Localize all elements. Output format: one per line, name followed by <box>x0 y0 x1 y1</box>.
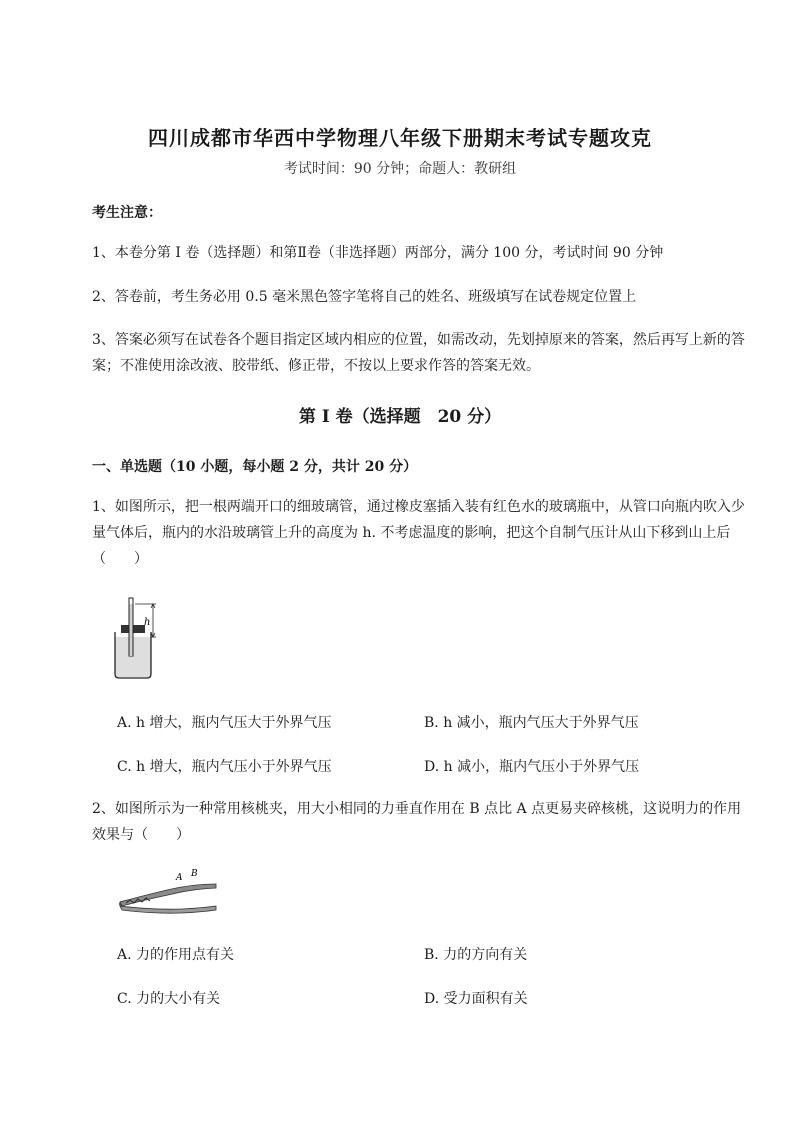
q1-option-a[interactable]: A. h 增大，瓶内气压大于外界气压 <box>117 715 332 731</box>
point-b-label: B <box>191 869 198 879</box>
q1-option-c[interactable]: C. h 增大，瓶内气压小于外界气压 <box>117 759 332 775</box>
page-title: 四川成都市华西中学物理八年级下册期末考试专题攻克 <box>148 126 652 150</box>
exam-info: 考试时间：90 分钟；命题人：教研组 <box>283 161 517 177</box>
notice-item-3: 3、答案必须写在试卷各个题目指定区域内相应的位置，如需改动，先划掉原来的答案，然后再写上新的答案；不准使用涂改液、胶带纸、修正带，不按以上要求作答的答案无效。 <box>92 332 745 374</box>
q2-option-c[interactable]: C. 力的大小有关 <box>117 991 221 1007</box>
q2-option-a[interactable]: A. 力的作用点有关 <box>117 947 235 963</box>
section-subheading: 一、单选题（10 小题，每小题 2 分，共计 20 分） <box>92 459 418 475</box>
notice-item-2: 2、答卷前，考生务必用 0.5 毫米黑色签字笔将自己的姓名、班级填写在试卷规定位置上 <box>92 289 637 305</box>
tube-water <box>130 604 133 656</box>
section-title: 第 I 卷（选择题 20 分） <box>298 407 502 427</box>
notice-heading: 考生注意： <box>92 205 162 221</box>
nutcracker-figure <box>112 864 222 920</box>
point-a-label: A <box>176 873 183 883</box>
question-2-stem: 2、如图所示为一种常用核桃夹，用大小相同的力垂直作用在 B 点比 A 点更易夹碎核桃，这说明力的作用效果与（ ） <box>92 801 742 843</box>
q1-option-b[interactable]: B. h 减小，瓶内气压大于外界气压 <box>424 715 639 731</box>
h-label: h <box>144 617 151 628</box>
q2-option-d[interactable]: D. 受力面积有关 <box>424 991 528 1007</box>
barometer-figure <box>104 596 170 688</box>
q1-option-d[interactable]: D. h 减小，瓶内气压小于外界气压 <box>424 759 640 775</box>
lower-handle <box>120 906 216 913</box>
question-1-stem: 1、如图所示，把一根两端开口的细玻璃管，通过橡皮塞插入装有红色水的玻璃瓶中，从管口向瓶内吹入少量气体后，瓶内的水沿玻璃管上升的高度为 h. 不考虑温度的影响，把这个自制气压计从山下移到山上后（ ） <box>92 499 745 567</box>
q2-option-b[interactable]: B. 力的方向有关 <box>424 947 528 963</box>
notice-item-1: 1、本卷分第 I 卷（选择题）和第Ⅱ卷（非选择题）两部分，满分 100 分，考试时间 90 分钟 <box>92 245 664 261</box>
